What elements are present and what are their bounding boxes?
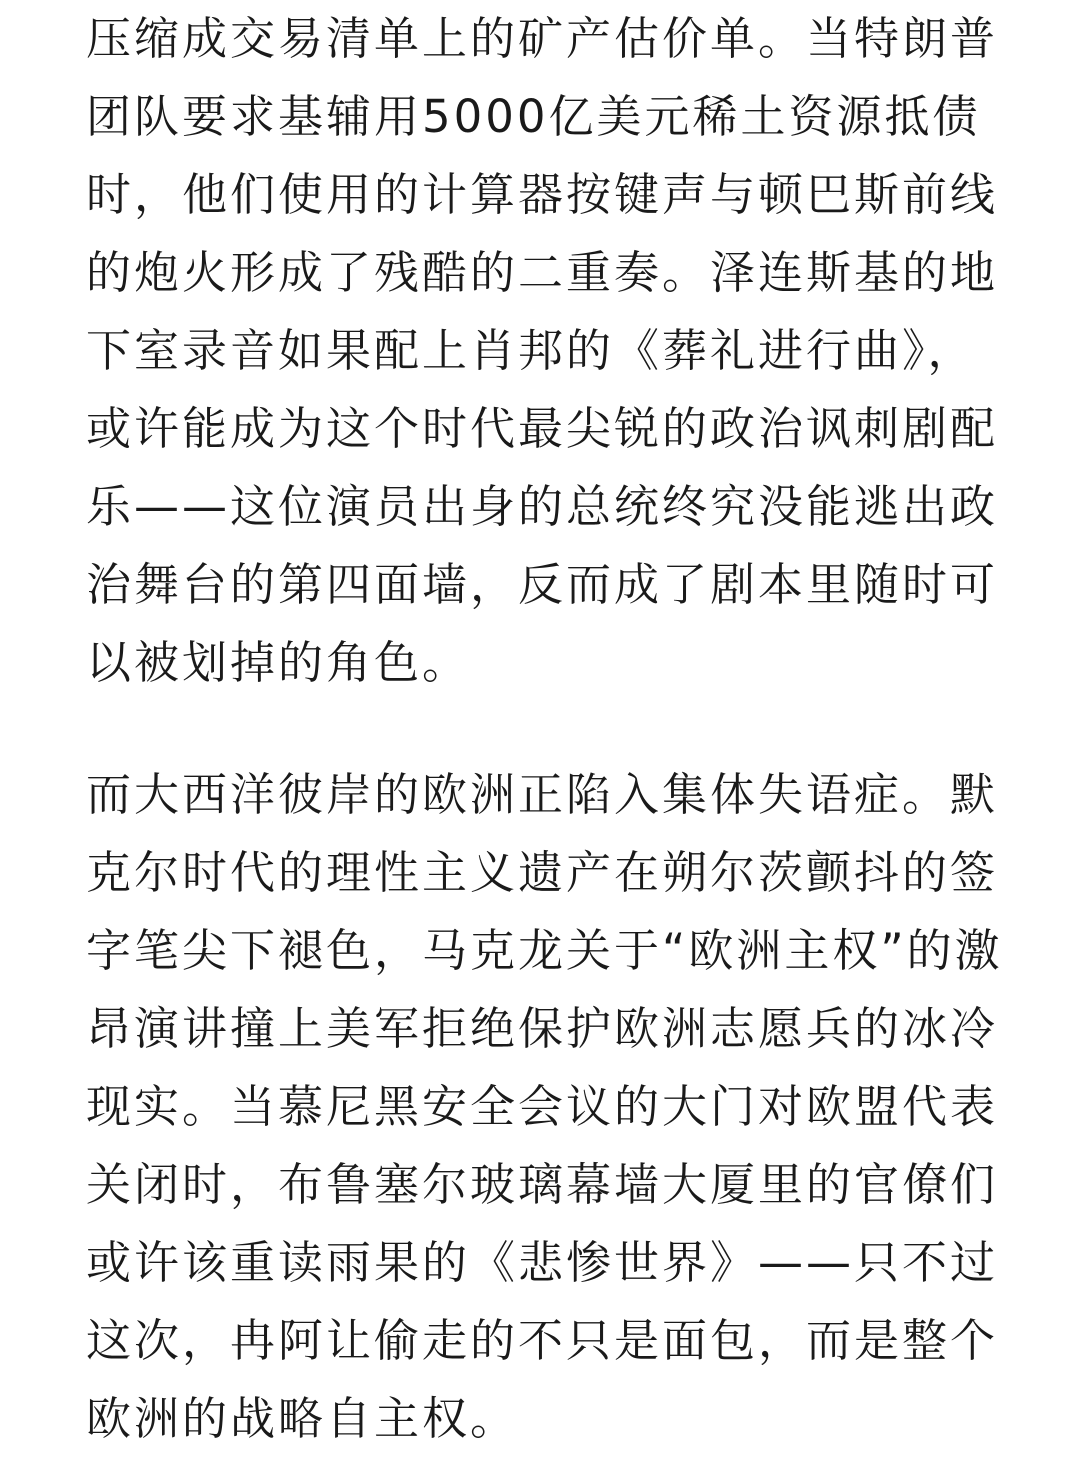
text-line: 这次，冉阿让偷走的不只是面包，而是整个	[86, 1314, 999, 1367]
text-line: 治舞台的第四面墙，反而成了剧本里随时可	[86, 558, 999, 611]
paragraph	[86, 756, 1003, 1458]
text-line: 而大西洋彼岸的欧洲正陷入集体失语症。默	[86, 768, 999, 821]
text-line: 或许该重读雨果的《悲惨世界》——只不过	[86, 1236, 999, 1289]
text-line: 下室录音如果配上肖邦的《葬礼进行曲》，	[86, 324, 976, 377]
text-line: 现实。当慕尼黑安全会议的大门对欧盟代表	[86, 1080, 999, 1133]
text-line: 欧洲的战略自主权。	[86, 1392, 519, 1445]
text-line: 关闭时，布鲁塞尔玻璃幕墙大厦里的官僚们	[86, 1158, 999, 1211]
text-line: 以被划掉的角色。	[86, 636, 471, 689]
text-line: 克尔时代的理性主义遗产在朔尔茨颤抖的签	[86, 846, 999, 899]
text-line: 团队要求基辅用5000亿美元稀土资源抵债	[86, 90, 981, 143]
text-line: 乐——这位演员出身的总统终究没能逃出政	[86, 480, 999, 533]
text-line: 压缩成交易清单上的矿产估价单。当特朗普	[86, 12, 999, 65]
text-line: 或许能成为这个时代最尖锐的政治讽刺剧配	[86, 402, 999, 455]
text-line: 昂演讲撞上美军拒绝保护欧洲志愿兵的冰冷	[86, 1002, 999, 1055]
text-line: 时，他们使用的计算器按键声与顿巴斯前线	[86, 168, 999, 221]
text-line: 字笔尖下褪色，马克龙关于“欧洲主权”的激	[86, 924, 1003, 977]
text-line: 的炮火形成了残酷的二重奏。泽连斯基的地	[86, 246, 999, 299]
paragraph	[86, 0, 998, 702]
